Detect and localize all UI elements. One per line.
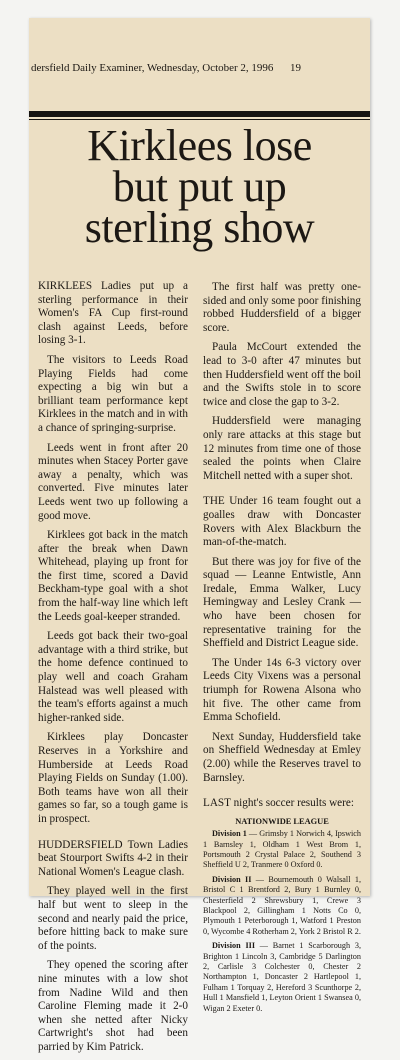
division-label: Division II: [212, 874, 252, 884]
header-rule-thick: [29, 111, 370, 117]
division-label: Division 1: [212, 829, 247, 839]
lead-word: KIRKLEES: [38, 280, 93, 292]
results-division: [203, 941, 361, 1014]
paragraph: Paula McCourt extended the lead to 3-0 after 47 minutes but then Huddersfield went off the boil and the Swifts stole in to score twice and close the gap to 3-2.: [203, 341, 361, 408]
paragraph-text: Town Ladies beat Stourport Swifts 4-2 in their National Women's League clash.: [38, 838, 188, 878]
paragraph-text: Ladies put up a sterling performance in their Women's FA Cup first-round clash against Leeds, before losing 3-1.: [38, 280, 188, 347]
lead-word: HUDDERSFIELD: [38, 838, 123, 851]
paragraph: Huddersfield were managing only rare attacks at this stage but 12 minutes from time one of those sealed the points when Claire Mitchell netted with a super shot.: [203, 415, 361, 482]
results-division: [203, 829, 361, 871]
division-results: — Bournemouth 0 Walsall 1, Bristol C 1 Brentford 2, Bury 1 Burnley 0, Chesterfield 2 Shrewsbury 1, Crewe 3 Blackpool 2, Gillingham 1 Notts Co 0, Plymouth 1 Peterborough 1, Watford 1 Preston 0, Wycombe 4 Rotherham 2, York 2 Bristol R 2.: [203, 874, 361, 936]
paragraph: Leeds went in front after 20 minutes when Stacey Porter gave away a penalty, which was converted. Five minutes later Leeds went two up following a good move.: [38, 441, 188, 522]
paragraph: The visitors to Leeds Road Playing Fields had come expecting a big win but a brilliant team performance kept Kirklees in the match and in with a chance of springing-surprise.: [38, 353, 188, 434]
paragraph: But there was joy for five of the squad — Leanne Entwistle, Ann Iredale, Emma Walker, Lucy Hemingway and Lesley Crank — who have been chosen for representative training for the Sheffield and District League side.: [203, 555, 361, 650]
article-column-left: [38, 280, 188, 1060]
soccer-results: [203, 817, 361, 1014]
paragraph: Kirklees got back in the match after the break when Dawn Whitehead, playing up front for the first time, scored a David Beckham-type goal with a shot from the half-way line which left the Leeds goal-keeper stranded.: [38, 529, 188, 623]
paragraph: THE Under 16 team fought out a goalles draw with Doncaster Rovers with Alex Blackburn the man-of-the-match.: [203, 495, 361, 549]
division-results: — Grimsby 1 Norwich 4, Ipswich 1 Barnsley 1, Oldham 1 West Brom 1, Portsmouth 2 Crystal Palace 2, Southend 3 Sheffield U 2, Tranmere 0 Oxford 0.: [203, 829, 361, 870]
paragraph: The Under 14s 6-3 victory over Leeds City Vixens was a personal triumph for Rowena Alsona who hit five. The other came from Emma Schofield.: [203, 656, 361, 724]
division-label: Division III: [212, 941, 256, 951]
league-heading: NATIONWIDE LEAGUE: [235, 816, 329, 826]
paragraph: [38, 280, 188, 348]
page-number: 19: [290, 62, 301, 74]
newspaper-clipping: [29, 18, 370, 1053]
paragraph: They played well in the first half but went to sleep in the second and nearly paid the price, before hitting back to make sure of the points.: [38, 885, 188, 952]
paragraph: [38, 839, 188, 880]
headline-line-2: but put up: [112, 162, 287, 211]
results-division: [203, 875, 361, 937]
division-results: — Barnet 1 Scarborough 3, Brighton 1 Lincoln 3, Cambridge 5 Darlington 2, Carlisle 3 Colchester 0, Chester 2 Northampton 1, Doncaster 2 Hartlepool 1, Fulham 1 Torquay 2, Hereford 3 Scunthorpe 2, Hull 1 Mansfield 1, Leyton Orient 1 Swansea 0, Wigan 2 Exeter 0.: [203, 941, 361, 1013]
paragraph: Leeds got back their two-goal advantage with a third strike, but the home defence continued to play well and coach Graham Halstead was well pleased with the team's efforts against a much higher-ranked side.: [38, 630, 188, 724]
headline-line-3: sterling show: [84, 203, 315, 252]
paragraph: The first half was pretty one-sided and only some poor finishing robbed Huddersfield of a bigger score.: [203, 281, 361, 334]
paragraph: LAST night's soccer results were:: [203, 797, 354, 810]
newspaper-dateline: dersfield Daily Examiner, Wednesday, October 2, 1996: [31, 62, 274, 74]
headline-line-1: Kirklees lose: [87, 121, 312, 170]
article-column-right: [203, 281, 361, 1018]
paragraph: Next Sunday, Huddersfield take on Sheffield Wednesday at Emley (2.00) while the Reserves travel to Barnsley.: [203, 730, 361, 784]
header-rule-thin: [29, 119, 370, 120]
article-headline: [29, 121, 370, 252]
paragraph: They opened the scoring after nine minutes with a low shot from Nadine Wild and then Caroline Fleming made it 2-0 when she netted after Nicky Cartwright's shot had been parried by Kim Patrick.: [38, 959, 188, 1053]
paragraph: Kirklees play Doncaster Reserves in a Yorkshire and Humberside at Leeds Road Playing Fields on Sunday (1.00). Both teams have won all their games so far, so a tough game is in prospect.: [38, 731, 188, 825]
